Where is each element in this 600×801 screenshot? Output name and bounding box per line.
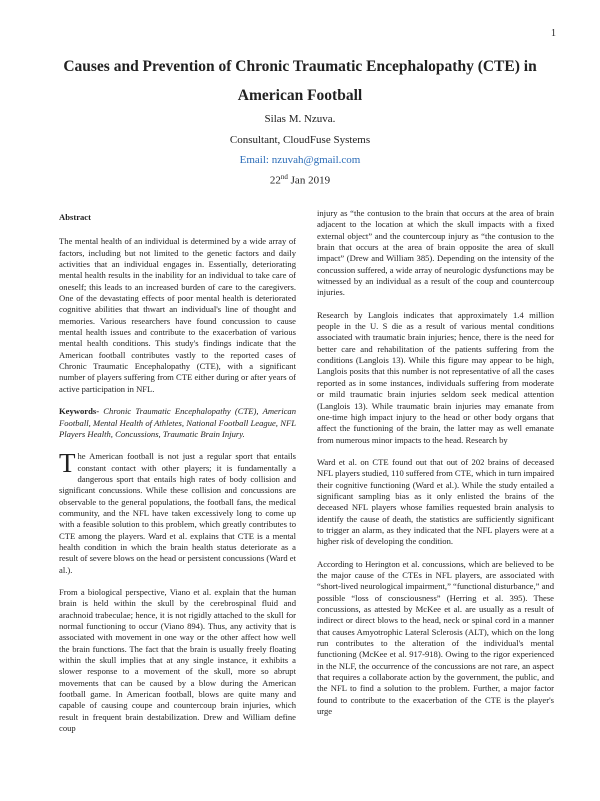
drop-cap: T bbox=[59, 448, 76, 479]
right-column bbox=[317, 208, 554, 717]
ward-paragraph: Ward et al. on CTE found out that out of 202 brains of deceased NFL players studied, 110 suffered from CTE, which in turn impaired their cognitive functioning (Ward et al.). While the study entailed a significant sampling bias as it only enlisted the brains of the deceased NFL players whose families requested brain analysis to identify the cause of death, the statistics are sufficiently significant to trigger an alarm, as they indicated that the NFL players were at a higher risk of developing the condition. bbox=[317, 456, 554, 547]
coup-injury-paragraph: injury as “the contusion to the brain that occurs at the area of brain adjacent to the location at which the skull impacts with a fixed external object” and the countercoup injury as “the contusion to the brain that occurs at the area of brain opposite the area of skull impact” (Drew and William 385). Depending on the intensity of the concussion suffered, a wide array of neurologic dysfunctions may be witnessed by an individual as a result of the coup and countercoup injuries. bbox=[317, 208, 554, 298]
date-suffix: nd bbox=[280, 173, 288, 181]
date-rest: Jan 2019 bbox=[287, 174, 331, 187]
langlois-paragraph: Research by Langlois indicates that approximately 1.4 million people in the U. S die as a result of various mental conditions associated with traumatic brain injuries; hence, there is the need for better care and rehabilitation of the patients suffering from the conditions (Langlois 13). While this figure may appear to be high, Langlois posits that this number is not representative of all the cases reported as in some instances, individuals suffering from moderate or mild traumatic brain injuries seldom seek medical attention (Langlois 13). While traumatic brain injuries may emanate from one-time high impact injury to the head or other body organs that affect the functioning of the brain, the latter may as well emanate from numerous minor impacts to the head. Research by bbox=[317, 309, 554, 445]
keywords-label: Keywords- bbox=[59, 406, 100, 417]
left-column bbox=[59, 212, 296, 734]
paper-title: Causes and Prevention of Chronic Traumatic Encephalopathy (CTE) in American Football bbox=[63, 58, 537, 104]
abstract-heading: Abstract bbox=[59, 212, 91, 222]
email-link[interactable]: Email: nzuvah@gmail.com bbox=[239, 154, 361, 166]
page-number: 1 bbox=[551, 28, 556, 39]
herington-paragraph: According to Herington et al. concussions, which are believed to be the major cause of the CTEs in NFL players, are associated with “short-lived neurological impairment,” “functional disturbance,” and possible “loss of consciousness” (Herring et al. 395). These concussions, as attested by McKee et al. are usually as a result of indirect or direct blows to the head, neck or spinal cord in a manner that causes Amyotrophic Lateral Sclerosis (ALT), which on the long run contributes to the alteration of the individual's mental functioning (McKee et al. 917-918). Owing to the rigor experienced in the NLF, the occurrence of the concussions are not rare, an aspect that requires a collaborate action by the government, the public, and the NFL to find a solution to the problem. Further, a major factor found to contribute to the exacerbation of the CTE is the player's urge bbox=[317, 558, 554, 717]
author-affiliation: Consultant, CloudFuse Systems bbox=[229, 134, 371, 146]
intro-paragraph bbox=[59, 448, 296, 576]
keywords bbox=[59, 406, 296, 440]
abstract-text: The mental health of an individual is determined by a wide array of factors, including but not limited to the genetic factors and daily activities that an individual engages in. Essentially, deteriorating mental health results in the inability for an individual to take care of oneself; this leads to an increased burden of care to the caregivers. One of the devastating effects of poor mental health is deteriorated cognitive abilities that thwart an individual's line of thought and memories. Various researchers have found concussion to cause mental health issues and contribute to the exacerbation of various mental health conditions. This study's findings indicate that the American football contributes vastly to the reported cases of Chronic Traumatic Encephalopathy (CTE), with a significant number of players suffering from CTE either during or after years of active participation in NFL. bbox=[59, 236, 296, 394]
intro-text: he American football is not just a regular sport that entails constant contact with other players; it is fundamentally a dangerous sport that entails high rates of body collision and significant concussions. While these collision and concussions are observable to the general populations, the football fans, the medical community, and the NFL have taken excessively long to come up with a feasible solution to this problem, which greatly contributes to CTE among the players. Ward et al. explains that CTE is a mental health condition in which the brain health status deteriorate as a result of severe blows on the head or persistent concussions (Ward et al.). bbox=[59, 451, 296, 575]
date-day: 22 bbox=[269, 174, 281, 187]
keywords-text: Chronic Traumatic Encephalopathy (CTE), American Football, Mental Health of Athletes, National Football League, NFL Players Health, Concussions, Traumatic Brain Injury. bbox=[59, 406, 296, 439]
biology-paragraph: From a biological perspective, Viano et al. explain that the human brain is held within the skull by the cerebrospinal fluid and arachnoid trabeculae; hence, it is not rigidly attached to the skull for normal functioning to occur (Viano 894). Thus, any activity that is associated with movement in one way or the other affect how well the brain functions. The fact that the brain is usually freely floating within the skull implies that at any single instance, it exhibits a slower response to a movement of the skull, more so abrupt movements that can be caused by a blow during the American football game. In American football, blows are quite many and capable of causing coupe and countercoup brain injuries, which result in frequent brain destabilization. Drew and William define coup bbox=[59, 586, 296, 734]
publication-date bbox=[40, 173, 560, 187]
author-name: Silas M. Nzuva. bbox=[264, 113, 336, 125]
